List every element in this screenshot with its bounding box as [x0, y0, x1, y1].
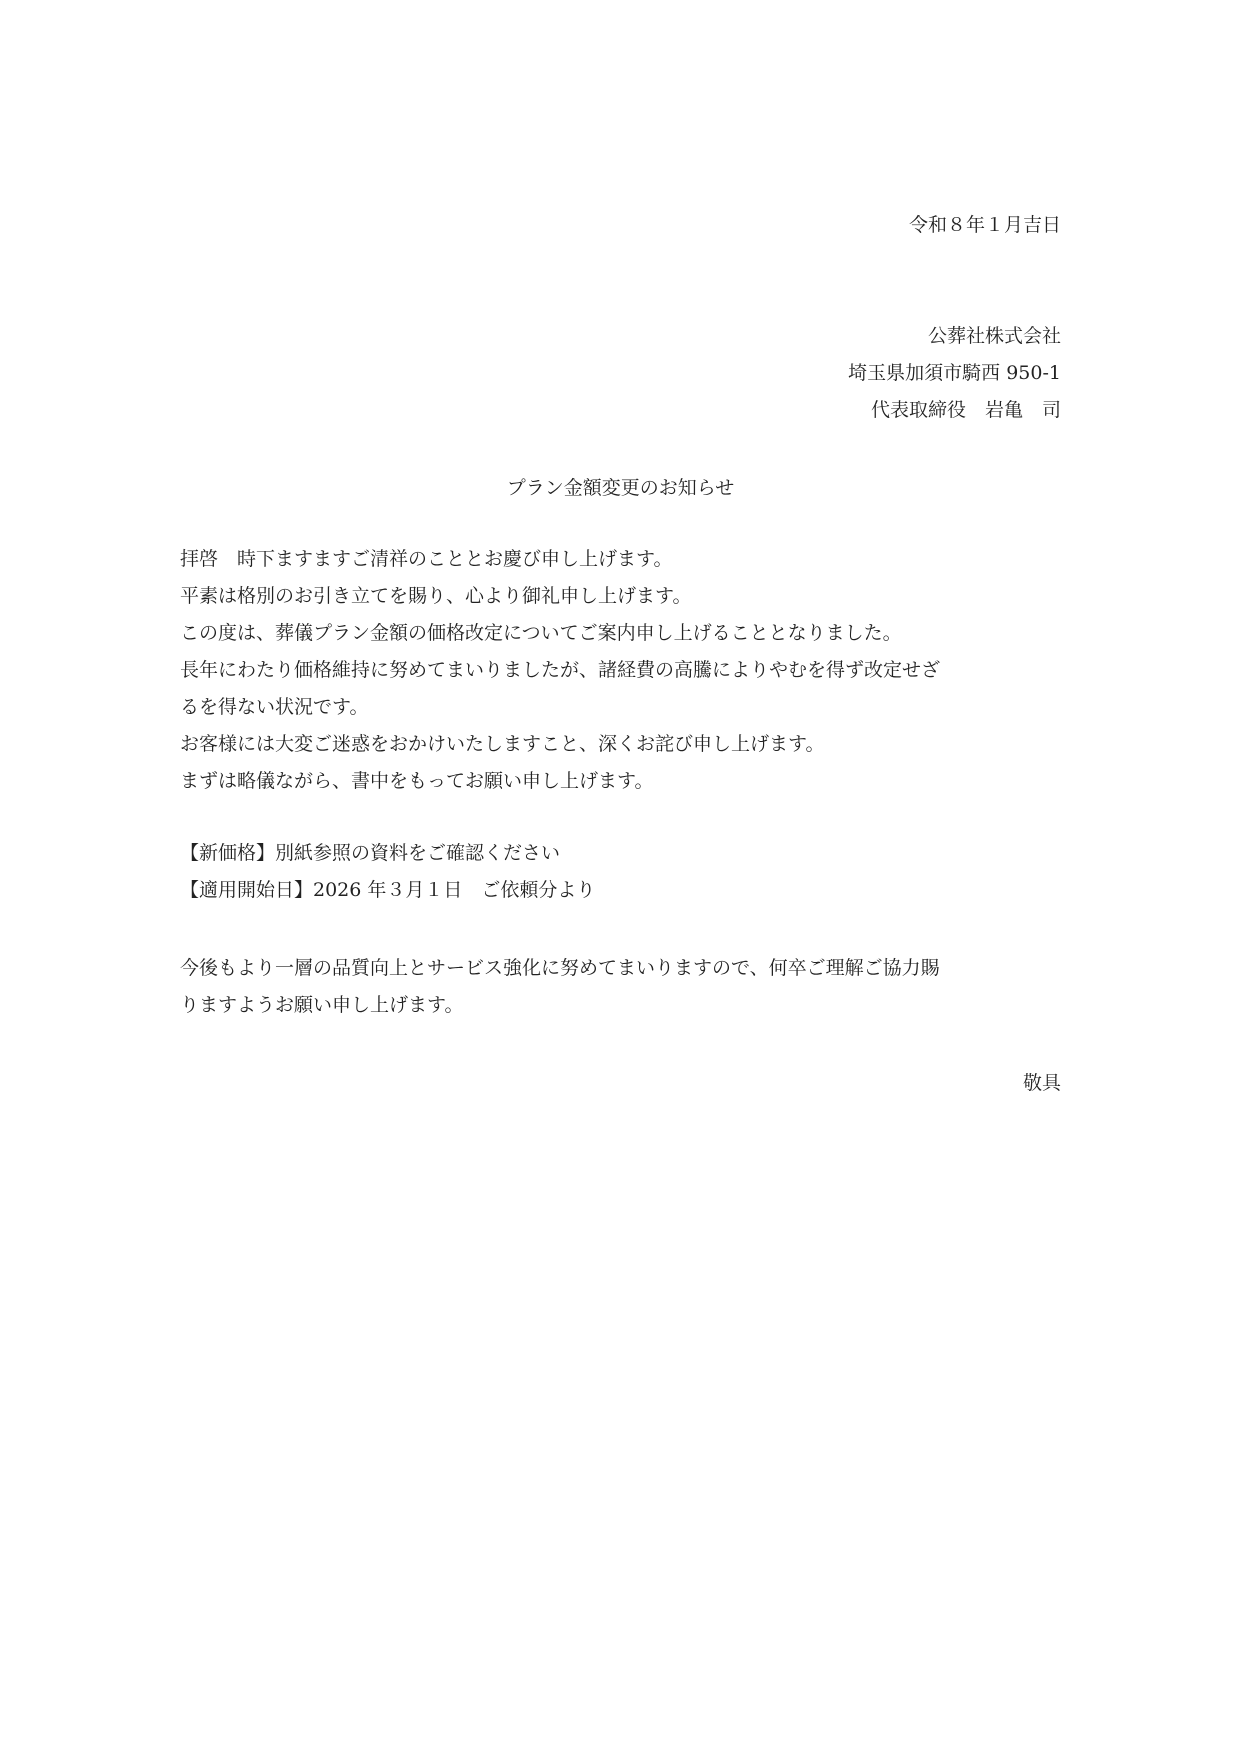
sender-company: 公葬社株式会社	[927, 325, 1061, 347]
new-price-line: 【新価格】別紙参照の資料をご確認ください	[180, 842, 561, 864]
letter-title: プラン金額変更のお知らせ	[506, 477, 735, 499]
sender-block	[848, 318, 1061, 429]
sign-off: 敬具	[1022, 1072, 1061, 1094]
sender-address: 埼玉県加須市騎西 950-1	[848, 362, 1061, 384]
letter-body	[180, 541, 1060, 800]
closing-line: 今後もより一層の品質向上とサービス強化に努めてまいりますので、何卒ご理解ご協力賜	[180, 957, 940, 979]
body-line: 拝啓 時下ますますご清祥のこととお慶び申し上げます。	[180, 548, 673, 570]
details-block	[180, 835, 1060, 909]
body-line: この度は、葬儀プラン金額の価格改定についてご案内申し上げることとなりました。	[180, 622, 902, 644]
sender-representative: 代表取締役 岩亀 司	[870, 399, 1061, 421]
body-line: まずは略儀ながら、書中をもってお願い申し上げます。	[180, 770, 654, 792]
letter-date: 令和８年１月吉日	[908, 214, 1061, 236]
body-line: るを得ない状況です。	[180, 696, 369, 718]
body-line: 平素は格別のお引き立てを賜り、心より御礼申し上げます。	[180, 585, 692, 607]
closing-line: りますようお願い申し上げます。	[180, 994, 464, 1016]
closing-paragraph	[180, 950, 1060, 1024]
start-date-line: 【適用開始日】2026 年３月１日 ご依頼分より	[180, 879, 596, 901]
body-line: お客様には大変ご迷惑をおかけいたしますこと、深くお詫び申し上げます。	[180, 733, 825, 755]
body-line: 長年にわたり価格維持に努めてまいりましたが、諸経費の高騰によりやむを得ず改定せざ	[180, 659, 941, 681]
